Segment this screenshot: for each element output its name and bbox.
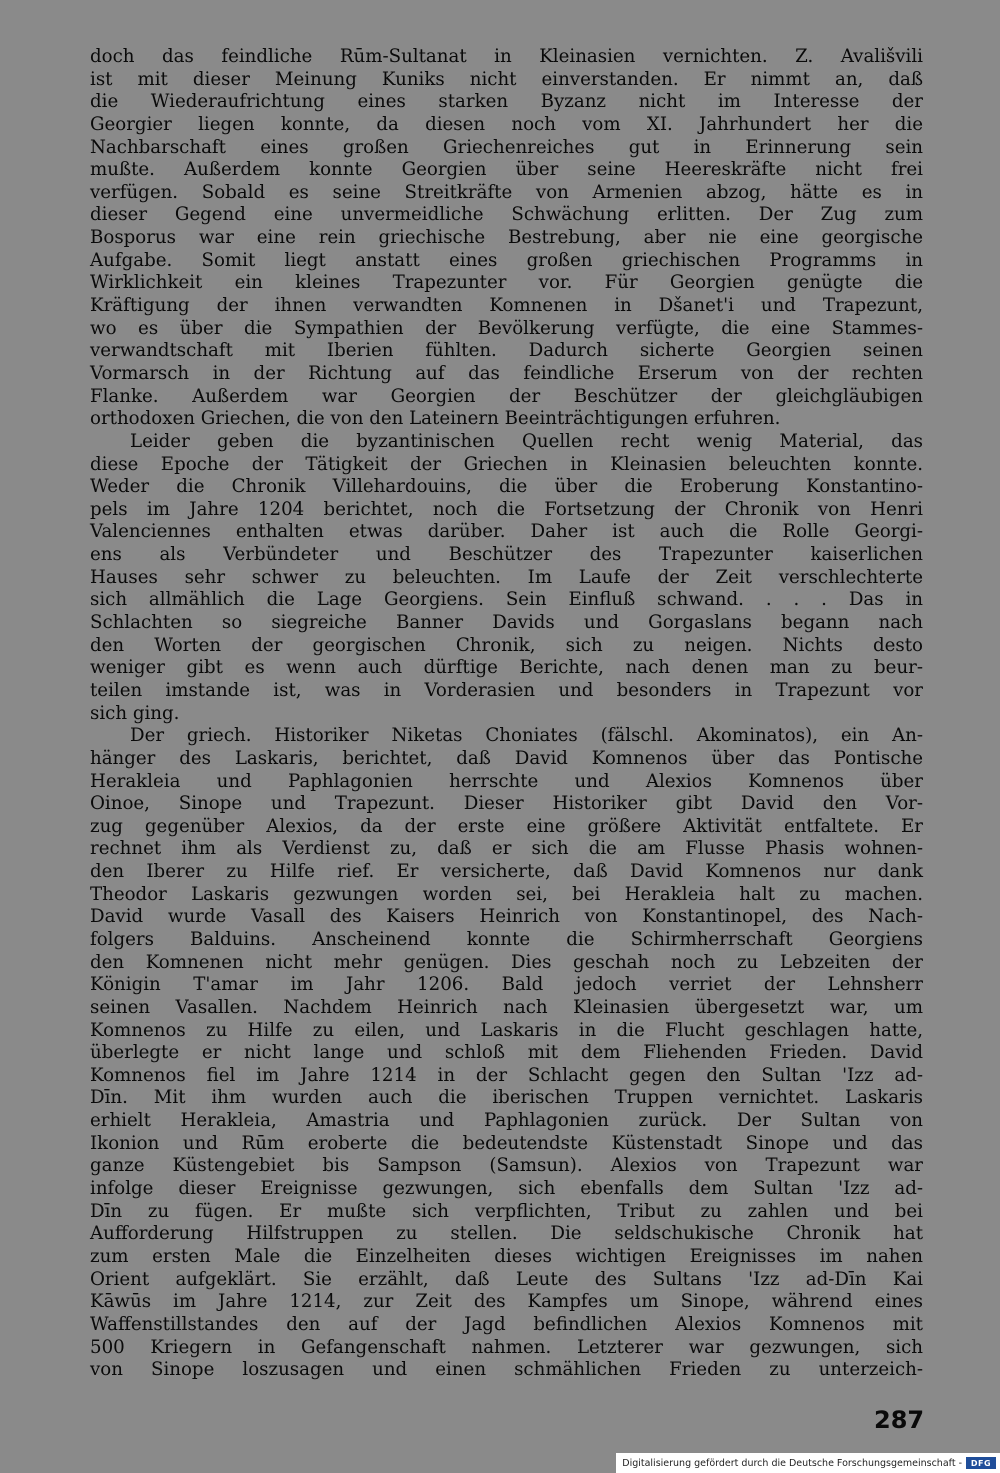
text-line: Komnenos fiel im Jahre 1214 in der Schlacht gegen den Sultan 'Izz ad- <box>90 1064 923 1086</box>
text-line: Waffenstillstandes den auf der Jagd befindlichen Alexios Komnenos mit <box>90 1313 923 1335</box>
text-line: orthodoxen Griechen, die von den Lateinern Beeinträchtigungen erfuhren. <box>90 408 781 430</box>
text-line: David wurde Vasall des Kaisers Heinrich von Konstantinopel, des Nach- <box>90 906 923 928</box>
text-line: diese Epoche der Tätigkeit der Griechen in Kleinasien beleuchten konnte. <box>90 453 923 475</box>
text-line: verwandtschaft mit Iberien fühlten. Dadurch sicherte Georgien seinen <box>90 340 923 362</box>
text-line: Komnenos zu Hilfe zu eilen, und Laskaris in die Flucht geschlagen hatte, <box>90 1019 923 1041</box>
text-line: den Komnenen nicht mehr genügen. Dies geschah noch zu Lebzeiten der <box>90 951 923 973</box>
text-line: Der griech. Historiker Niketas Choniates (fälschl. Akominatos), ein An- <box>130 725 923 747</box>
text-line: dieser Gegend eine unvermeidliche Schwächung erlitten. Der Zug zum <box>90 204 923 226</box>
text-line: den Worten der georgischen Chronik, sich zu neigen. Nichts desto <box>90 634 923 656</box>
text-line: Aufforderung Hilfstruppen zu stellen. Die seldschukische Chronik hat <box>90 1223 923 1245</box>
text-line: ens als Verbündeter und Beschützer des Trapezunter kaiserlichen <box>90 544 923 566</box>
digitization-footer <box>616 1453 1000 1473</box>
body-text <box>90 46 923 1382</box>
text-line: Schlachten so siegreiche Banner Davids und Gorgaslans begann nach <box>90 612 923 634</box>
page-number: 287 <box>874 1406 925 1434</box>
text-line: ist mit dieser Meinung Kuniks nicht einverstanden. Er nimmt an, daß <box>90 68 923 90</box>
text-line: doch das feindliche Rūm-Sultanat in Kleinasien vernichten. Z. Avališvili <box>90 46 923 67</box>
text-line: Weder die Chronik Villehardouins, die über die Eroberung Konstantino- <box>90 476 923 498</box>
text-line: pels im Jahre 1204 berichtet, noch die Fortsetzung der Chronik von Henri <box>90 498 923 520</box>
text-line: erhielt Herakleia, Amastria und Paphlagonien zurück. Der Sultan von <box>90 1110 923 1132</box>
text-line: Wirklichkeit ein kleines Trapezunter vor. Für Georgien genügte die <box>90 272 923 294</box>
text-line: mußte. Außerdem konnte Georgien über seine Heereskräfte nicht frei <box>90 159 923 181</box>
text-line: die Wiederaufrichtung eines starken Byzanz nicht im Interesse der <box>90 91 923 113</box>
text-line: Hauses sehr schwer zu beleuchten. Im Laufe der Zeit verschlechterte <box>90 566 923 588</box>
text-line: seinen Vasallen. Nachdem Heinrich nach Kleinasien übergesetzt war, um <box>90 996 923 1018</box>
text-line: Orient aufgeklärt. Sie erzählt, daß Leute des Sultans 'Izz ad-Dīn Kai <box>90 1268 923 1290</box>
text-line: Georgier liegen konnte, da diesen noch vom XI. Jahrhundert her die <box>90 113 923 135</box>
text-line: teilen imstande ist, was in Vorderasien und besonders in Trapezunt vor <box>90 679 923 701</box>
text-line: Valenciennes enthalten etwas darüber. Daher ist auch die Rolle Georgi- <box>90 521 923 543</box>
text-line: Ikonion und Rūm eroberte die bedeutendste Küstenstadt Sinope und das <box>90 1132 923 1154</box>
text-line: rechnet ihm als Verdienst zu, daß er sich die am Flusse Phasis wohnen- <box>90 838 923 860</box>
text-line: den Iberer zu Hilfe rief. Er versicherte, daß David Komnenos nur dank <box>90 861 923 883</box>
text-line: Theodor Laskaris gezwungen worden sei, bei Herakleia halt zu machen. <box>90 883 923 905</box>
footer-credit-text: Digitalisierung gefördert durch die Deutsche Forschungsgemeinschaft - <box>622 1457 962 1469</box>
text-line: Kāwūs im Jahre 1214, zur Zeit des Kampfes um Sinope, während eines <box>90 1291 923 1313</box>
text-line: ganze Küstengebiet bis Sampson (Samsun). Alexios von Trapezunt war <box>90 1155 923 1177</box>
text-line: infolge dieser Ereignisse gezwungen, sich ebenfalls dem Sultan 'Izz ad- <box>90 1178 923 1200</box>
text-line: Herakleia und Paphlagonien herrschte und Alexios Komnenos über <box>90 770 923 792</box>
text-line: Nachbarschaft eines großen Griechenreiches gut in Erinnerung sein <box>90 136 923 158</box>
text-line: Vormarsch in der Richtung auf das feindliche Erserum von der rechten <box>90 362 923 384</box>
text-line: zum ersten Male die Einzelheiten dieses wichtigen Ereignisses im nahen <box>90 1245 923 1267</box>
text-line: folgers Balduins. Anscheinend konnte die Schirmherrschaft Georgiens <box>90 928 923 950</box>
text-line: weniger gibt es wenn auch dürftige Berichte, nach denen man zu beur- <box>90 657 923 679</box>
text-line: Bosporus war eine rein griechische Bestrebung, aber nie eine georgische <box>90 227 923 249</box>
text-line: Aufgabe. Somit liegt anstatt eines großen griechischen Programms in <box>90 249 923 271</box>
text-line: verfügen. Sobald es seine Streitkräfte von Armenien abzog, hätte es in <box>90 181 923 203</box>
text-line: Oinoe, Sinope und Trapezunt. Dieser Historiker gibt David den Vor- <box>90 793 923 815</box>
text-line: von Sinope loszusagen und einen schmählichen Frieden zu unterzeich- <box>90 1359 923 1381</box>
dfg-logo: DFG <box>966 1457 996 1469</box>
text-line: Kräftigung der ihnen verwandten Komnenen in Dšanet'i und Trapezunt, <box>90 295 923 317</box>
text-line: Leider geben die byzantinischen Quellen recht wenig Material, das <box>130 430 923 452</box>
text-line: wo es über die Sympathien der Bevölkerung verfügte, die eine Stammes- <box>90 317 923 339</box>
text-line: sich ging. <box>90 702 180 724</box>
text-line: hänger des Laskaris, berichtet, daß David Komnenos über das Pontische <box>90 747 923 769</box>
text-line: 500 Kriegern in Gefangenschaft nahmen. Letzterer war gezwungen, sich <box>90 1336 923 1358</box>
text-line: zug gegenüber Alexios, da der erste eine größere Aktivität entfaltete. Er <box>90 815 923 837</box>
text-line: Flanke. Außerdem war Georgien der Beschützer der gleichgläubigen <box>90 385 923 407</box>
text-line: Königin T'amar im Jahr 1206. Bald jedoch verriet der Lehnsherr <box>90 974 923 996</box>
text-line: sich allmählich die Lage Georgiens. Sein Einfluß schwand. . . . Das in <box>90 589 923 611</box>
text-line: Dīn. Mit ihm wurden auch die iberischen Truppen vernichtet. Laskaris <box>90 1087 923 1109</box>
text-line: Dīn zu fügen. Er mußte sich verpflichten, Tribut zu zahlen und bei <box>90 1200 923 1222</box>
text-line: überlegte er nicht lange und schloß mit dem Fliehenden Frieden. David <box>90 1042 923 1064</box>
